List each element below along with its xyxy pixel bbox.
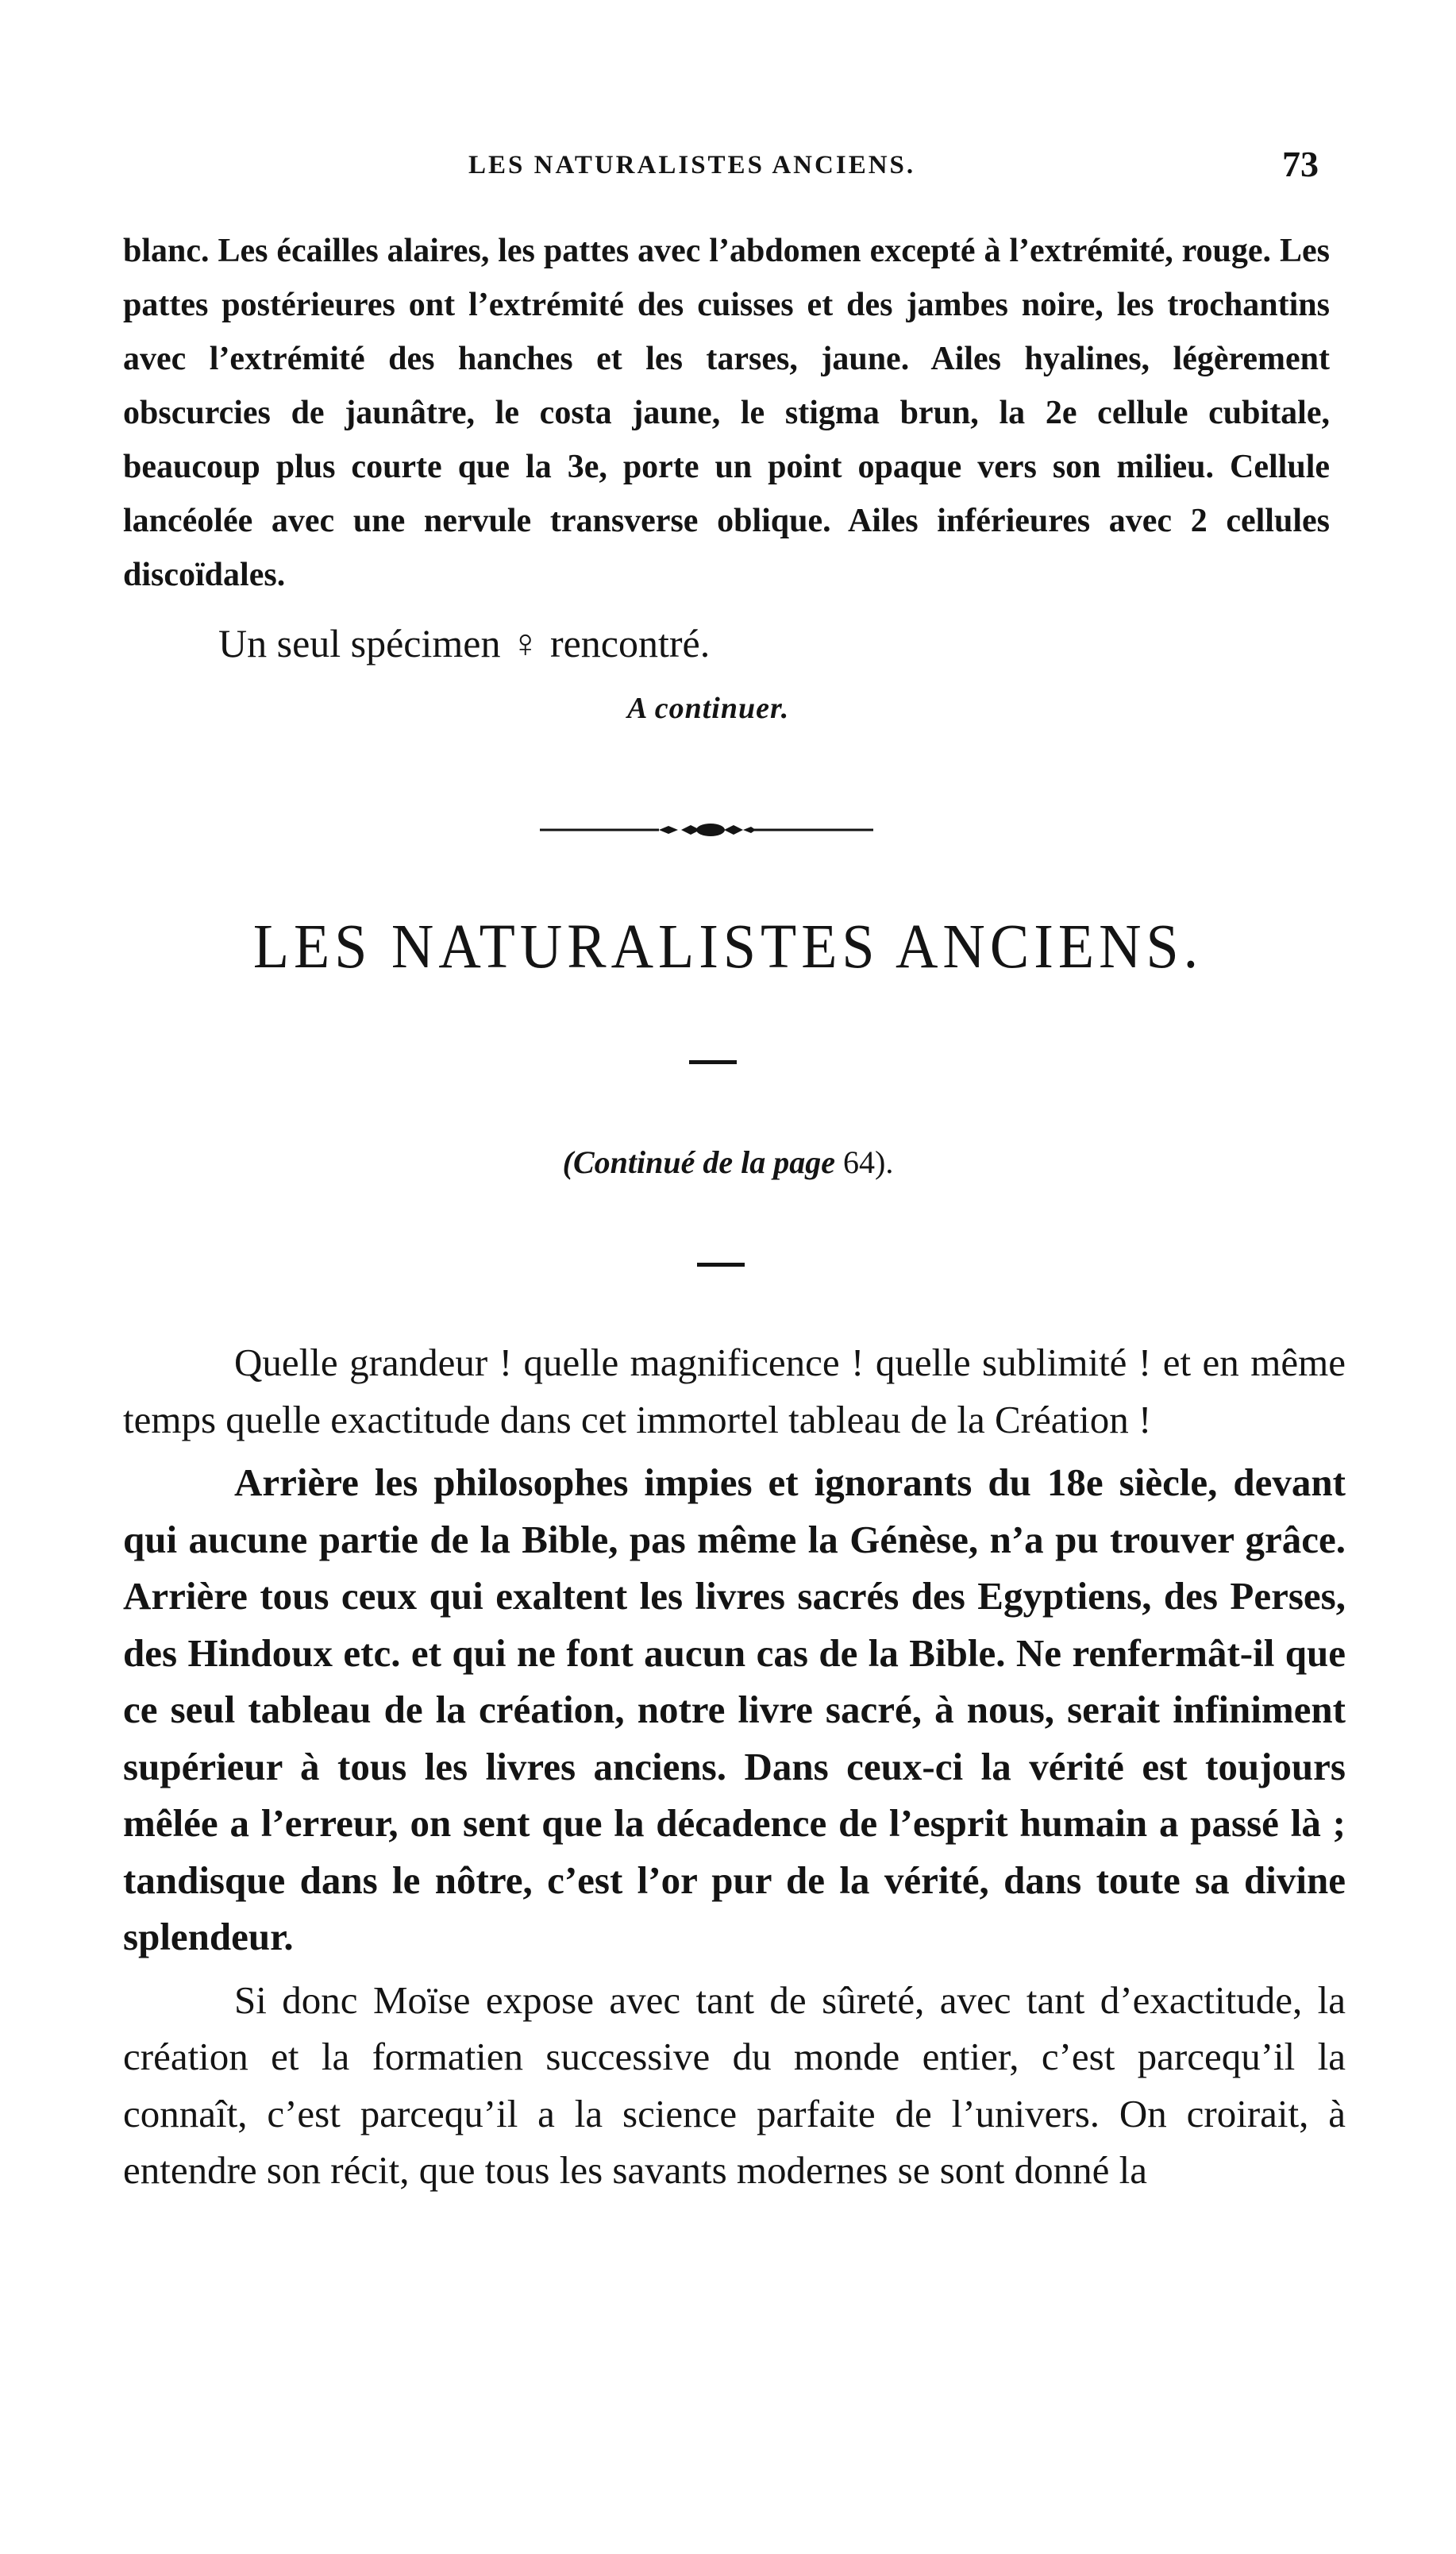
title-dash	[689, 1060, 737, 1064]
body-paragraph: Si donc Moïse expose avec tant de sûreté, avec tant d’exactitude, la création et la formatien successive du monde entier, c’est parcequ’il la connaît, c’est parcequ’il a la science parfaite de l’univers. On croirait, à entendre son récit, que tous les savants modernes se sont donné la	[123, 1977, 1346, 2192]
continued-italic: (Continué de la page	[562, 1144, 835, 1180]
description-paragraph: blanc. Les écailles alaires, les pattes avec l’abdomen excepté à l’extrémité, rouge. Les pattes postérieures ont l’extrémité des cuisses et des jambes noire, les trochantins avec l’extrémité des hanches et les tarses, jaune. Ailes hyalines, légèrement obscurcies de jaunâtre, le costa jaune, le stigma brun, la 2e cellule cubitale, beaucoup plus courte que la 3e, porte un point opaque vers son milieu. Cellule lancéolée avec une nervule transverse oblique. Ailes inférieures avec 2 cellules discoïdales.	[123, 233, 1330, 593]
running-head	[0, 143, 1456, 191]
continued-from-note	[0, 1144, 1456, 1181]
page-number: 73	[1282, 144, 1319, 184]
note-dash	[697, 1263, 745, 1267]
to-be-continued: A continuer.	[627, 692, 790, 725]
body-text	[123, 1334, 1346, 2205]
body-paragraph: Arrière les philosophes impies et ignorants du 18e siècle, devant qui aucune partie de la Bible, pas même la Génèse, n’a pu trouver grâce. Arrière tous ceux qui exaltent les livres sacrés des Egyptiens, des Perses, des Hindoux etc. et qui ne font aucun cas de la Bible. Ne renfermât-il que ce seul tableau de la création, notre livre sacré, à nous, serait infiniment supérieur à tous les livres anciens. Dans ceux-ci la vérité est toujours mêlée a l’erreur, on sent que la décadence de l’esprit humain a passé là ; tandisque dans le nôtre, c’est l’or pur de la vérité, dans toute sa divine splendeur.	[123, 1460, 1346, 1958]
body-paragraph: Quelle grandeur ! quelle magnificence ! quelle sublimité ! et en même temps quelle exactitude dans cet immortel tableau de la Création !	[123, 1341, 1346, 1441]
ornament-divider	[540, 818, 873, 842]
continued-page-number: 64).	[843, 1144, 894, 1180]
running-title: LES NATURALISTES ANCIENS.	[468, 151, 916, 179]
continued-description	[123, 224, 1330, 602]
section-title: LES NATURALISTES ANCIENS.	[252, 911, 1204, 982]
specimen-line: Un seul spécimen ♀ rencontré.	[218, 621, 711, 666]
